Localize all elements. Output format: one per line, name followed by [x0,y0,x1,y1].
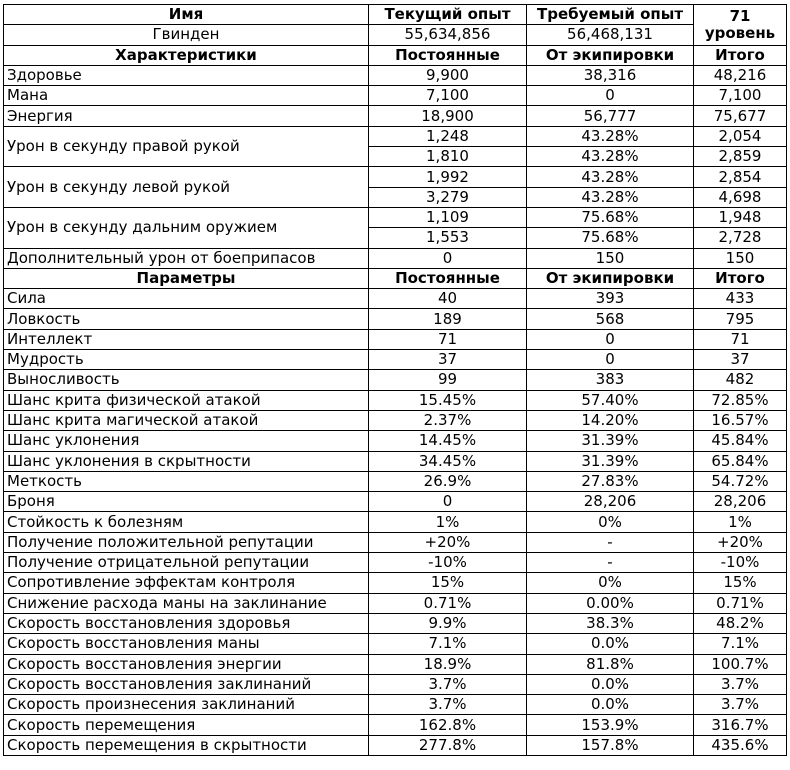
level-number: 71 [729,6,751,25]
param-base: 14.45% [369,431,527,451]
param-total: 3.7% [694,674,787,694]
param-label: Сопротивление эффектам контроля [4,573,369,593]
param-total: 1% [694,512,787,532]
param-label: Ловкость [4,309,369,329]
param-equip: 38.3% [527,613,694,633]
param-base: 15.45% [369,390,527,410]
stat-row-energy [4,106,787,126]
param-equip: 31.39% [527,451,694,471]
stat-label: Мана [4,86,369,106]
param-equip: 568 [527,309,694,329]
stat-equip: 75.68% [527,228,694,248]
param-total: 435.6% [694,735,787,755]
param-label: Шанс крита физической атакой [4,390,369,410]
param-row [4,593,787,613]
param-base: 18.9% [369,654,527,674]
current-xp-value: 55,634,856 [369,25,527,45]
stat-base: 18,900 [369,106,527,126]
param-base: 34.45% [369,451,527,471]
required-xp-header: Требуемый опыт [527,5,694,25]
stat-label: Дополнительный урон от боеприпасов [4,248,369,268]
stat-row-dps-right-1 [4,126,787,146]
stats-base-header: Постоянные [369,45,527,65]
param-total: 45.84% [694,431,787,451]
stat-base: 7,100 [369,86,527,106]
param-equip: 393 [527,289,694,309]
stat-total: 1,948 [694,207,787,227]
param-equip: 0 [527,329,694,349]
param-label: Скорость восстановления маны [4,634,369,654]
param-equip: 0.0% [527,695,694,715]
stat-total: 2,728 [694,228,787,248]
stat-row-dps-left-1 [4,167,787,187]
params-total-header: Итого [694,268,787,288]
param-equip: 157.8% [527,735,694,755]
stats-total-header: Итого [694,45,787,65]
stat-total: 4,698 [694,187,787,207]
param-equip: 0.00% [527,593,694,613]
param-row [4,390,787,410]
param-base: +20% [369,532,527,552]
param-row [4,613,787,633]
stat-base: 1,553 [369,228,527,248]
param-total: 482 [694,370,787,390]
param-base: 189 [369,309,527,329]
param-total: +20% [694,532,787,552]
param-base: 0.71% [369,593,527,613]
param-equip: 14.20% [527,410,694,430]
param-row [4,532,787,552]
stat-equip: 56,777 [527,106,694,126]
param-label: Шанс крита магической атакой [4,410,369,430]
required-xp-value: 56,468,131 [527,25,694,45]
header-row [4,5,787,25]
stat-base: 1,810 [369,147,527,167]
param-base: 15% [369,573,527,593]
param-row [4,289,787,309]
stat-total: 2,859 [694,147,787,167]
stat-total: 75,677 [694,106,787,126]
param-label: Скорость произнесения заклинаний [4,695,369,715]
param-row [4,573,787,593]
stat-base: 3,279 [369,187,527,207]
stat-total: 2,854 [694,167,787,187]
param-label: Скорость восстановления энергии [4,654,369,674]
name-header: Имя [4,5,369,25]
param-label: Снижение расхода маны на заклинание [4,593,369,613]
stat-base: 1,109 [369,207,527,227]
stat-equip: 150 [527,248,694,268]
stat-equip: 0 [527,86,694,106]
character-row [4,25,787,45]
param-label: Мудрость [4,350,369,370]
level-word: уровень [704,23,776,42]
param-base: 3.7% [369,674,527,694]
param-label: Стойкость к болезням [4,512,369,532]
param-row [4,512,787,532]
param-base: -10% [369,553,527,573]
param-base: 37 [369,350,527,370]
param-label: Сила [4,289,369,309]
param-row [4,370,787,390]
stat-row-ammo [4,248,787,268]
stat-base: 9,900 [369,65,527,85]
stat-total: 2,054 [694,126,787,146]
param-equip: 31.39% [527,431,694,451]
stat-base: 0 [369,248,527,268]
param-label: Интеллект [4,329,369,349]
param-row [4,431,787,451]
stat-base: 1,248 [369,126,527,146]
stat-row-mana [4,86,787,106]
param-row [4,634,787,654]
level-cell [694,5,787,46]
stats-equip-header: От экипировки [527,45,694,65]
stat-equip: 38,316 [527,65,694,85]
param-total: 37 [694,350,787,370]
param-equip: - [527,553,694,573]
stat-total: 7,100 [694,86,787,106]
param-row [4,350,787,370]
stat-label: Здоровье [4,65,369,85]
param-label: Скорость перемещения [4,715,369,735]
param-base: 40 [369,289,527,309]
param-label: Скорость восстановления здоровья [4,613,369,633]
param-base: 7.1% [369,634,527,654]
param-label: Скорость перемещения в скрытности [4,735,369,755]
stats-section-title: Характеристики [4,45,369,65]
param-equip: 81.8% [527,654,694,674]
param-equip: 28,206 [527,492,694,512]
param-row [4,329,787,349]
param-row [4,553,787,573]
param-row [4,654,787,674]
param-label: Шанс уклонения [4,431,369,451]
param-base: 277.8% [369,735,527,755]
param-label: Шанс уклонения в скрытности [4,451,369,471]
param-total: 16.57% [694,410,787,430]
param-equip: 0.0% [527,674,694,694]
param-row [4,695,787,715]
param-row [4,410,787,430]
param-row [4,735,787,755]
param-label: Получение положительной репутации [4,532,369,552]
param-total: 48.2% [694,613,787,633]
param-total: 316.7% [694,715,787,735]
params-base-header: Постоянные [369,268,527,288]
stat-total: 48,216 [694,65,787,85]
param-base: 3.7% [369,695,527,715]
param-equip: 57.40% [527,390,694,410]
params-header-row [4,268,787,288]
param-equip: 0% [527,573,694,593]
param-equip: 0% [527,512,694,532]
stat-row-health [4,65,787,85]
param-label: Получение отрицательной репутации [4,553,369,573]
stat-label: Урон в секунду левой рукой [4,167,369,208]
stat-equip: 43.28% [527,147,694,167]
param-row [4,451,787,471]
stat-equip: 43.28% [527,167,694,187]
param-base: 9.9% [369,613,527,633]
param-base: 99 [369,370,527,390]
params-section-title: Параметры [4,268,369,288]
param-label: Выносливость [4,370,369,390]
param-base: 71 [369,329,527,349]
param-base: 0 [369,492,527,512]
param-total: 65.84% [694,451,787,471]
param-total: 0.71% [694,593,787,613]
stat-equip: 43.28% [527,187,694,207]
stat-label: Урон в секунду дальним оружием [4,207,369,248]
param-total: 7.1% [694,634,787,654]
stat-equip: 75.68% [527,207,694,227]
param-total: 15% [694,573,787,593]
param-label: Броня [4,492,369,512]
param-equip: 0 [527,350,694,370]
param-total: 795 [694,309,787,329]
stat-row-dps-ranged-1 [4,207,787,227]
stat-total: 150 [694,248,787,268]
param-equip: 0.0% [527,634,694,654]
param-total: 28,206 [694,492,787,512]
character-sheet-table [3,4,787,756]
param-total: 100.7% [694,654,787,674]
param-total: 433 [694,289,787,309]
param-equip: 383 [527,370,694,390]
stat-base: 1,992 [369,167,527,187]
param-total: 3.7% [694,695,787,715]
param-total: -10% [694,553,787,573]
param-base: 1% [369,512,527,532]
param-equip: 153.9% [527,715,694,735]
param-equip: - [527,532,694,552]
param-total: 54.72% [694,471,787,491]
stats-header-row [4,45,787,65]
param-label: Меткость [4,471,369,491]
param-row [4,492,787,512]
param-equip: 27.83% [527,471,694,491]
param-base: 26.9% [369,471,527,491]
param-row [4,674,787,694]
param-total: 72.85% [694,390,787,410]
param-base: 162.8% [369,715,527,735]
character-name: Гвинден [4,25,369,45]
param-label: Скорость восстановления заклинаний [4,674,369,694]
param-row [4,715,787,735]
params-equip-header: От экипировки [527,268,694,288]
current-xp-header: Текущий опыт [369,5,527,25]
param-base: 2.37% [369,410,527,430]
param-row [4,309,787,329]
stat-equip: 43.28% [527,126,694,146]
param-total: 71 [694,329,787,349]
param-row [4,471,787,491]
stat-label: Урон в секунду правой рукой [4,126,369,167]
stat-label: Энергия [4,106,369,126]
